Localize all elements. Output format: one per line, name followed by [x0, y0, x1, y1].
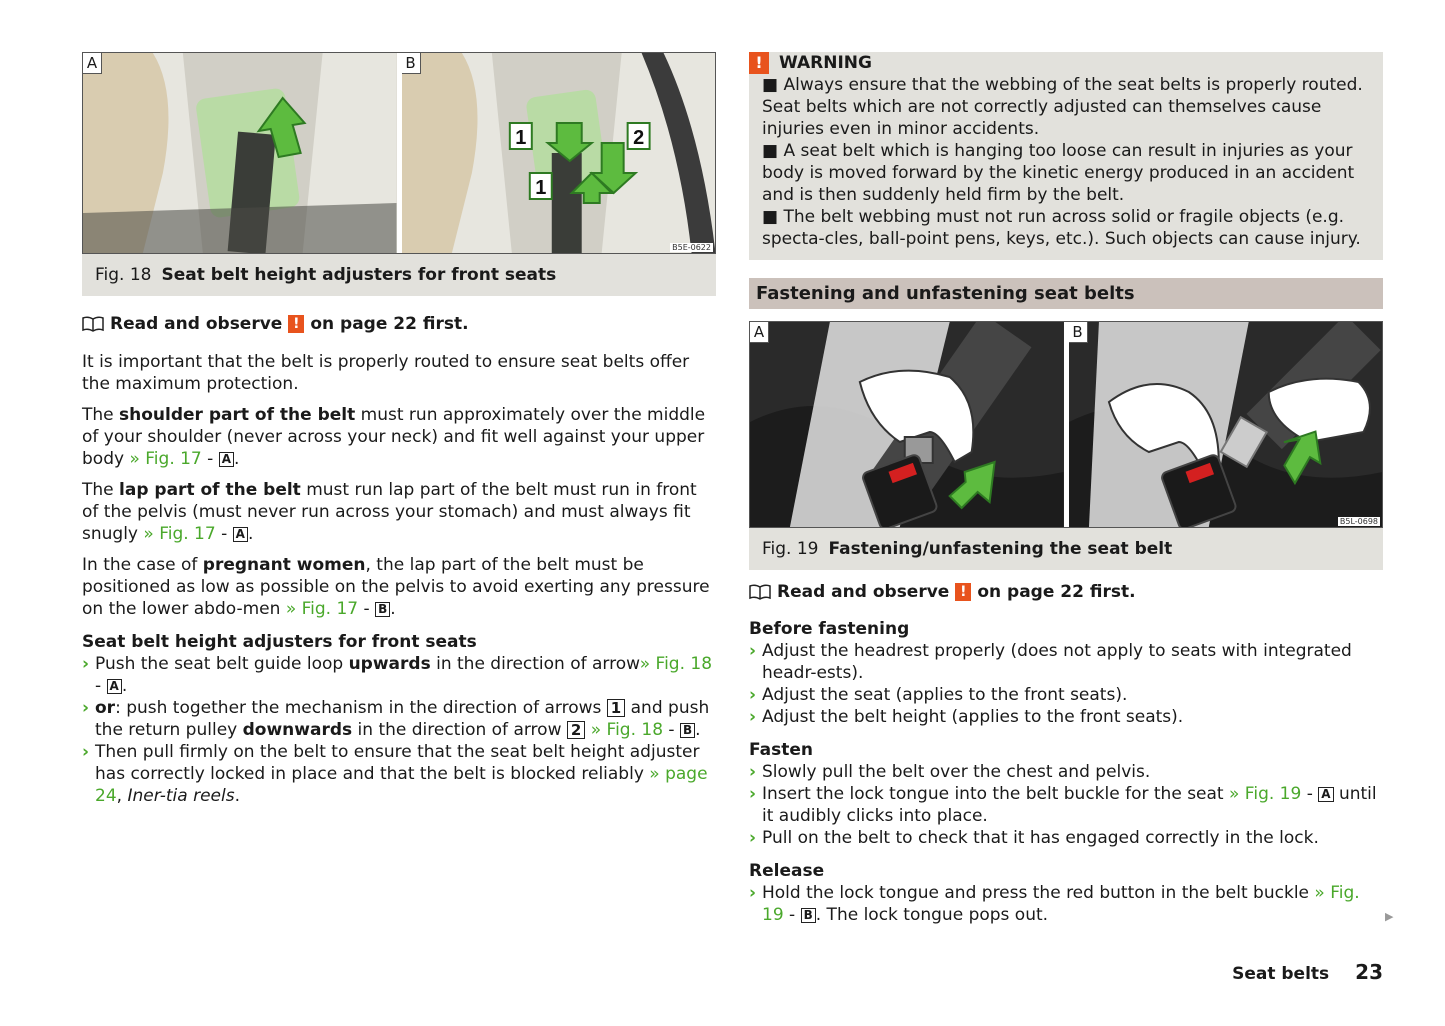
link-page24[interactable]: » page 24	[95, 764, 708, 806]
panel-label: B	[1069, 322, 1088, 343]
heading-before-fastening: Before fastening	[749, 619, 910, 639]
arrow-2-box: 2	[567, 721, 585, 739]
warning-bullet: ■ A seat belt which is hanging too loose can result in injuries as your body is moved forward by the kinetic energy produced in an accident and is then suddenly held firm by the belt.	[762, 141, 1355, 205]
link-fig18[interactable]: » Fig. 18	[585, 720, 664, 740]
figure-18-panel-b	[397, 53, 716, 253]
seat-belt-adjuster-mechanism-illustration	[402, 53, 716, 253]
right-column	[749, 52, 1383, 926]
panel-label: A	[750, 322, 769, 343]
figure-18	[82, 52, 716, 254]
callout-1-top: 1	[514, 126, 526, 150]
heading-release: Release	[749, 861, 825, 881]
warning-icon: !	[955, 583, 971, 601]
left-column	[82, 52, 716, 807]
fastening-belt-illustration	[750, 322, 1064, 527]
figure-18-caption	[82, 254, 716, 296]
panel-label: B	[402, 53, 421, 74]
warning-icon: !	[288, 315, 304, 333]
chevron-right-icon: ›	[749, 883, 757, 903]
warning-title: WARNING	[779, 53, 872, 73]
footer-section-title: Seat belts	[1232, 964, 1330, 984]
read-observe-text: Read and observe	[110, 314, 283, 334]
heading-fasten: Fasten	[749, 740, 813, 760]
link-fig17[interactable]: » Fig. 17	[129, 449, 202, 469]
book-icon	[749, 584, 771, 600]
warning-bullet: ■ The belt webbing must not run across solid or fragile objects (e.g. specta-cles, ball-point pens, keys, etc.). Such objects can cause injury.	[762, 207, 1361, 249]
unfastening-belt-illustration	[1069, 322, 1383, 527]
link-fig19[interactable]: » Fig. 19	[762, 883, 1360, 925]
paragraph-shoulder: The shoulder part of the belt must run approximately over the middle of your shoulder (never across your neck) and fit well against your upper body » Fig. 17 - A .	[82, 405, 706, 469]
list-item: › or: push together the mechanism in the direction of arrows 1 and push the return pulley downwards in the direction of arrow 2 » Fig. 18 - B .	[82, 698, 710, 740]
link-fig18[interactable]: » Fig. 18	[639, 654, 713, 674]
ref-box-b: B	[375, 602, 390, 617]
warning-header	[749, 52, 1373, 74]
chevron-right-icon: ›	[82, 698, 90, 718]
list-item: › Slowly pull the belt over the chest and pelvis.	[749, 762, 1151, 782]
figure-number: Fig. 18	[95, 265, 152, 285]
list-item: › Adjust the seat (applies to the front seats).	[749, 685, 1128, 705]
list-item: › Pull on the belt to check that it has engaged correctly in the lock.	[749, 828, 1319, 848]
link-fig17[interactable]: » Fig. 17	[285, 599, 359, 619]
list-item: › Insert the lock tongue into the belt buckle for the seat » Fig. 19 - A until it audibly clicks into place.	[749, 784, 1377, 826]
list-item: › Adjust the headrest properly (does not apply to seats with integrated headr-ests).	[749, 641, 1352, 683]
continue-arrow-icon: ▶	[1385, 910, 1394, 923]
paragraph-pregnant: In the case of pregnant women, the lap part of the belt must be positioned as low as possible on the pelvis to avoid exerting any pressure on the lower abdo-men » Fig. 17 - B .	[82, 555, 710, 619]
figure-19-panel-b	[1064, 322, 1383, 527]
read-observe-note	[749, 582, 1383, 602]
chevron-right-icon: ›	[749, 641, 757, 661]
figure-title: Seat belt height adjusters for front seats	[161, 265, 557, 285]
figure-title: Fastening/unfastening the seat belt	[828, 539, 1173, 559]
warning-box	[749, 52, 1383, 260]
chevron-right-icon: ›	[749, 762, 757, 782]
figure-number: Fig. 19	[762, 539, 819, 559]
ref-box-a: A	[1318, 787, 1333, 802]
arrow-1-box: 1	[607, 699, 625, 717]
chevron-right-icon: ›	[749, 828, 757, 848]
callout-1-bottom: 1	[534, 176, 546, 200]
figure-code: B5L-0698	[1339, 517, 1378, 526]
book-icon	[82, 316, 104, 332]
panel-label: A	[83, 53, 102, 74]
warning-icon: !	[749, 52, 769, 74]
chevron-right-icon: ›	[82, 742, 90, 762]
ref-box-b: B	[680, 723, 695, 738]
seat-belt-adjuster-illustration	[83, 53, 397, 253]
chevron-right-icon: ›	[82, 654, 90, 674]
warning-bullet: ■ Always ensure that the webbing of the seat belts is properly routed. Seat belts which are not correctly adjusted can themselves cause injuries even in minor accidents.	[762, 75, 1363, 139]
figure-18-panel-a	[83, 53, 397, 253]
chevron-right-icon: ›	[749, 784, 757, 804]
link-fig19[interactable]: » Fig. 19	[1229, 784, 1302, 804]
ref-box-b: B	[801, 908, 816, 923]
ref-box-a: A	[107, 679, 122, 694]
read-observe-page: on page 22 first.	[310, 314, 469, 334]
figure-code: B5E-0622	[672, 243, 711, 252]
figure-19	[749, 321, 1383, 528]
list-item: › Hold the lock tongue and press the red button in the belt buckle » Fig. 19 - B . The lock tongue pops out.	[749, 883, 1360, 925]
page-footer	[1232, 960, 1383, 984]
figure-19-panel-a	[750, 322, 1064, 527]
page-number: 23	[1355, 960, 1383, 984]
read-observe-text: Read and observe	[777, 582, 950, 602]
ref-box-a: A	[219, 452, 234, 467]
warning-body	[749, 74, 1373, 250]
section-title: Fastening and unfastening seat belts	[749, 278, 1383, 309]
ref-box-a: A	[233, 527, 248, 542]
chevron-right-icon: ›	[749, 685, 757, 705]
link-fig17[interactable]: » Fig. 17	[143, 524, 216, 544]
list-item: › Then pull firmly on the belt to ensure that the seat belt height adjuster has correctly locked in place and that the belt is blocked reliably » page 24, Iner-tia reels.	[82, 742, 708, 806]
read-observe-note	[82, 314, 716, 334]
list-item: › Adjust the belt height (applies to the front seats).	[749, 707, 1184, 727]
callout-2: 2	[632, 126, 644, 150]
paragraph-lap: The lap part of the belt must run lap part of the belt must run in front of the pelvis (must never run across your stomach) and must always fit snugly » Fig. 17 - A .	[82, 480, 697, 544]
list-item: › Push the seat belt guide loop upwards in the direction of arrow» Fig. 18 - A .	[82, 654, 713, 696]
paragraph-1: It is important that the belt is properly routed to ensure seat belts offer the maximum protection.	[82, 352, 690, 394]
section-heading: Seat belt height adjusters for front seats	[82, 632, 477, 652]
chevron-right-icon: ›	[749, 707, 757, 727]
read-observe-page: on page 22 first.	[977, 582, 1136, 602]
figure-19-caption	[749, 528, 1383, 570]
